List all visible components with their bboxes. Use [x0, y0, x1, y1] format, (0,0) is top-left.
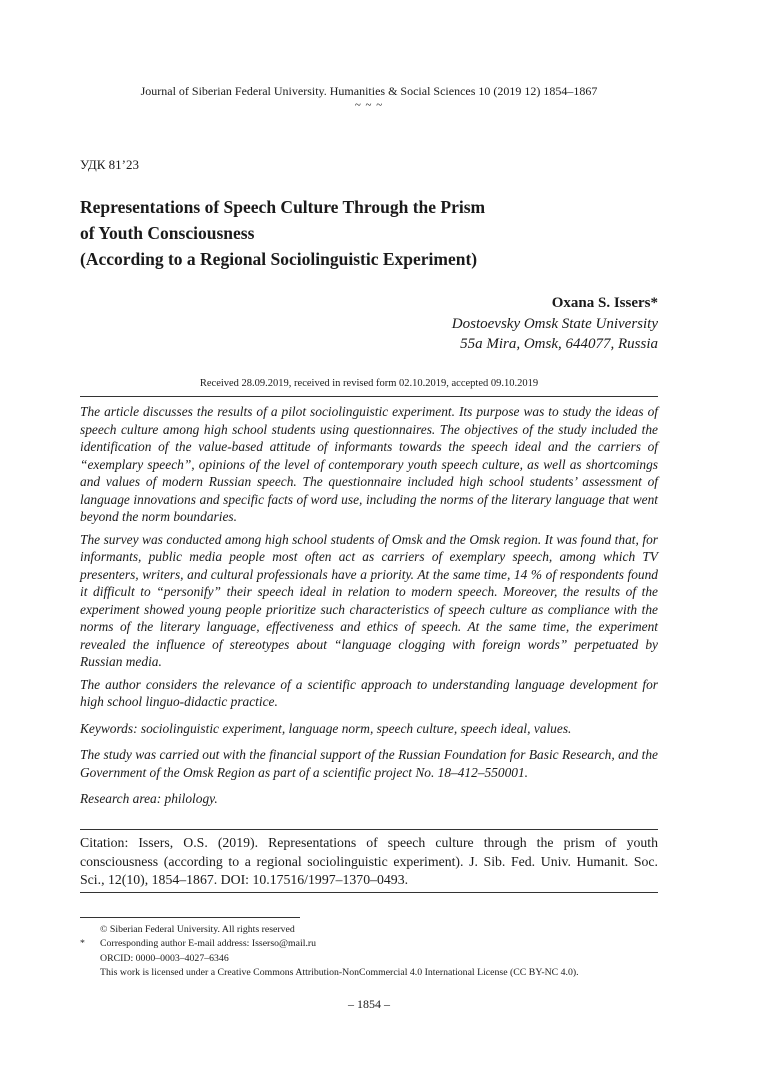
citation-top-rule — [80, 829, 658, 830]
copyright-note: © Siberian Federal University. All rights reserved — [100, 924, 295, 935]
author-name: Oxana S. Issers* — [551, 295, 658, 311]
page-number: – 1854 – — [348, 997, 390, 1011]
asterisk-mark: * — [80, 938, 85, 950]
article-title — [80, 194, 658, 272]
citation-bottom-rule — [80, 892, 658, 893]
email-text: Corresponding author E-mail address: Isserso@mail.ru — [100, 938, 317, 950]
abstract-paragraph: The survey was conducted among high school students of Omsk and the Omsk region. It was found that, for informants, public media people most often act as carriers of exemplary speech, among which TV presenters, writers, and cultural professionals have a priority. At the same time, 14 % of respondents found it difficult to “personify” their speech ideal in relation to modern speech. Moreover, the results of the experiment showed young people prioritize such characteristics of speech culture as compliance with the norms of the literary language, effectiveness and ethics of speech. At the same time, the experiment revealed the influence of stereotypes about “language clogging with foreign words” perpetuated by Russian media. — [80, 531, 658, 669]
license-note: This work is licensed under a Creative Commons Attribution-NonCommercial 4.0 International License (CC BY-NC 4.0). — [100, 967, 579, 979]
footnote-rule — [80, 917, 300, 918]
title-line: (According to a Regional Sociolinguistic Experiment) — [80, 249, 478, 269]
orcid-note: ORCID: 0000–0003–4027–6346 — [100, 952, 229, 964]
journal-header: Journal of Siberian Federal University. Humanities & Social Sciences 10 (2019 12) 1854–1867 — [140, 84, 598, 98]
paper-page — [80, 0, 658, 1080]
research-area: Research area: philology. — [80, 791, 218, 806]
title-line: of Youth Consciousness — [80, 223, 255, 243]
abstract-top-rule — [80, 396, 658, 397]
footnotes — [80, 923, 658, 981]
received-dates: Received 28.09.2019, received in revised form 02.10.2019, accepted 09.10.2019 — [199, 378, 539, 389]
title-line: Representations of Speech Culture Through the Prism — [80, 197, 486, 217]
citation: Citation: Issers, O.S. (2019). Representations of speech culture through the prism of youth consciousness (according to a regional sociolinguistic experiment). J. Sib. Fed. Univ. Humanit. Soc. Sci., 12(10), 1854–1867. DOI: 10.17516/1997–1370–0493. — [80, 835, 658, 887]
author-address: 55a Mira, Omsk, 644077, Russia — [460, 336, 658, 352]
corresponding-author-note — [80, 937, 658, 951]
abstract — [80, 403, 658, 813]
author-affiliation: Dostoevsky Omsk State University — [451, 315, 658, 332]
author-block — [452, 293, 658, 355]
udk-code: УДК 81’23 — [80, 157, 140, 172]
funding-note: The study was carried out with the financial support of the Russian Foundation for Basic Research, and the Government of the Omsk Region as part of a scientific project No. 18–412–550001. — [80, 747, 658, 780]
header-separator: ~ ~ ~ — [354, 99, 384, 111]
abstract-paragraph: The author considers the relevance of a scientific approach to understanding language development for high school linguo-didactic practice. — [80, 676, 658, 709]
abstract-paragraph: The article discusses the results of a pilot sociolinguistic experiment. Its purpose was to study the ideas of speech culture among high school students using questionnaires. The objectives of the study included the identification of the value-based attitude of informants towards the speech ideal and the carriers of “exemplary speech”, opinions of the level of contemporary youth speech culture, as well as shortcomings and values of modern Russian speech. The questionnaire included high school students’ assessment of language innovations and specific facts of word use, including the norms of the literary language that went beyond the norm boundaries. — [80, 404, 658, 524]
keywords: Keywords: sociolinguistic experiment, language norm, speech culture, speech ideal, values. — [80, 720, 572, 736]
